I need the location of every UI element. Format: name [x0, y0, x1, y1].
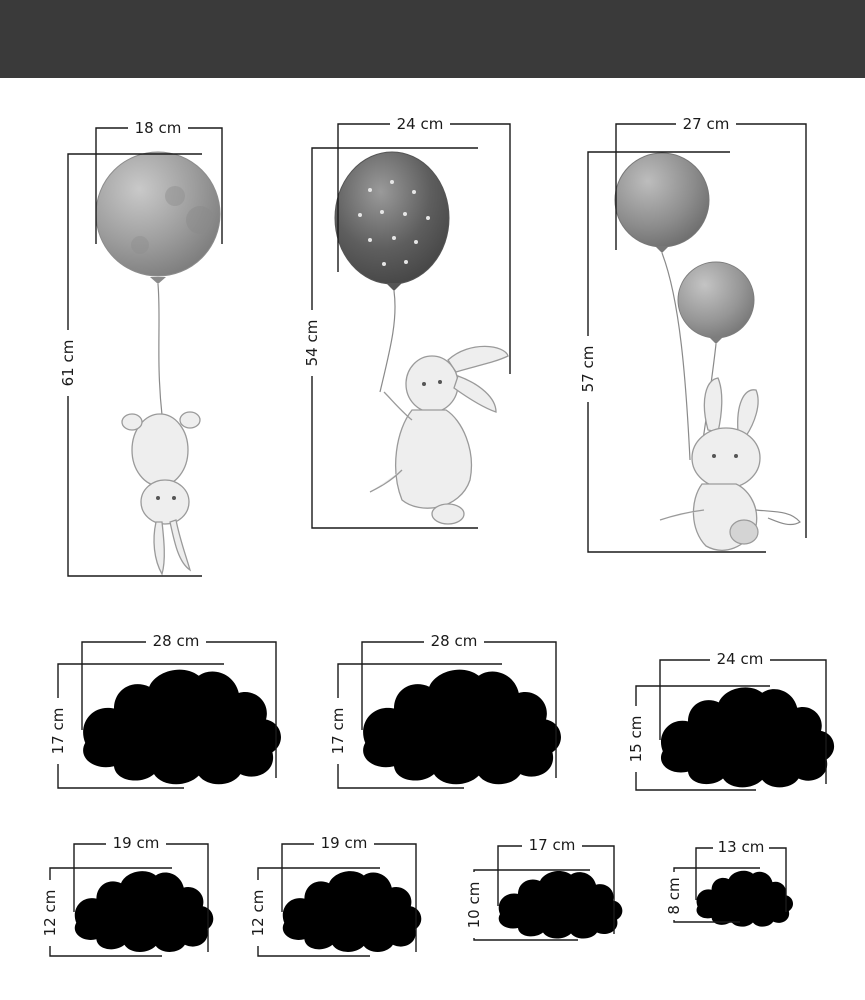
height-label: 17 cm: [49, 707, 67, 755]
balloon-bunny-1: [58, 118, 222, 576]
width-label: 28 cm: [152, 632, 200, 650]
bunny-icon: [122, 412, 200, 574]
balloon-bunny-3: [578, 114, 806, 552]
cloud-5: [248, 833, 421, 956]
width-label: 18 cm: [134, 119, 182, 137]
height-label: 12 cm: [41, 889, 59, 937]
height-label: 8 cm: [665, 877, 683, 915]
cloud-icon: [75, 871, 214, 952]
cloud-icon: [83, 670, 281, 785]
width-label: 17 cm: [528, 836, 576, 854]
balloon-icon: [615, 153, 709, 247]
height-label: 17 cm: [329, 707, 347, 755]
height-label: 15 cm: [627, 715, 645, 763]
cloud-1: [48, 631, 281, 788]
width-label: 28 cm: [430, 632, 478, 650]
height-label: 54 cm: [303, 319, 321, 367]
bunny-icon: [370, 346, 508, 524]
width-label: 19 cm: [320, 834, 368, 852]
cloud-icon: [283, 871, 422, 952]
cloud-6: [464, 835, 622, 940]
balloon-bunny-2: [302, 114, 510, 528]
width-label: 13 cm: [717, 838, 765, 856]
width-label: 19 cm: [112, 834, 160, 852]
cloud-icon: [499, 871, 623, 939]
height-label: 10 cm: [465, 881, 483, 929]
cloud-2: [328, 631, 561, 788]
balloon-icon: [678, 262, 754, 338]
cloud-icon: [661, 687, 834, 787]
bunny-icon: [660, 378, 800, 550]
cloud-4: [40, 833, 213, 956]
width-label: 24 cm: [396, 115, 444, 133]
width-label: 24 cm: [716, 650, 764, 668]
height-label: 57 cm: [579, 345, 597, 393]
width-label: 27 cm: [682, 115, 730, 133]
cloud-icon: [697, 871, 793, 927]
height-label: 61 cm: [59, 339, 77, 387]
height-label: 12 cm: [249, 889, 267, 937]
cloud-7: [664, 837, 793, 927]
cloud-3: [626, 649, 834, 790]
cloud-icon: [363, 670, 561, 785]
balloon-icon: [335, 152, 449, 284]
